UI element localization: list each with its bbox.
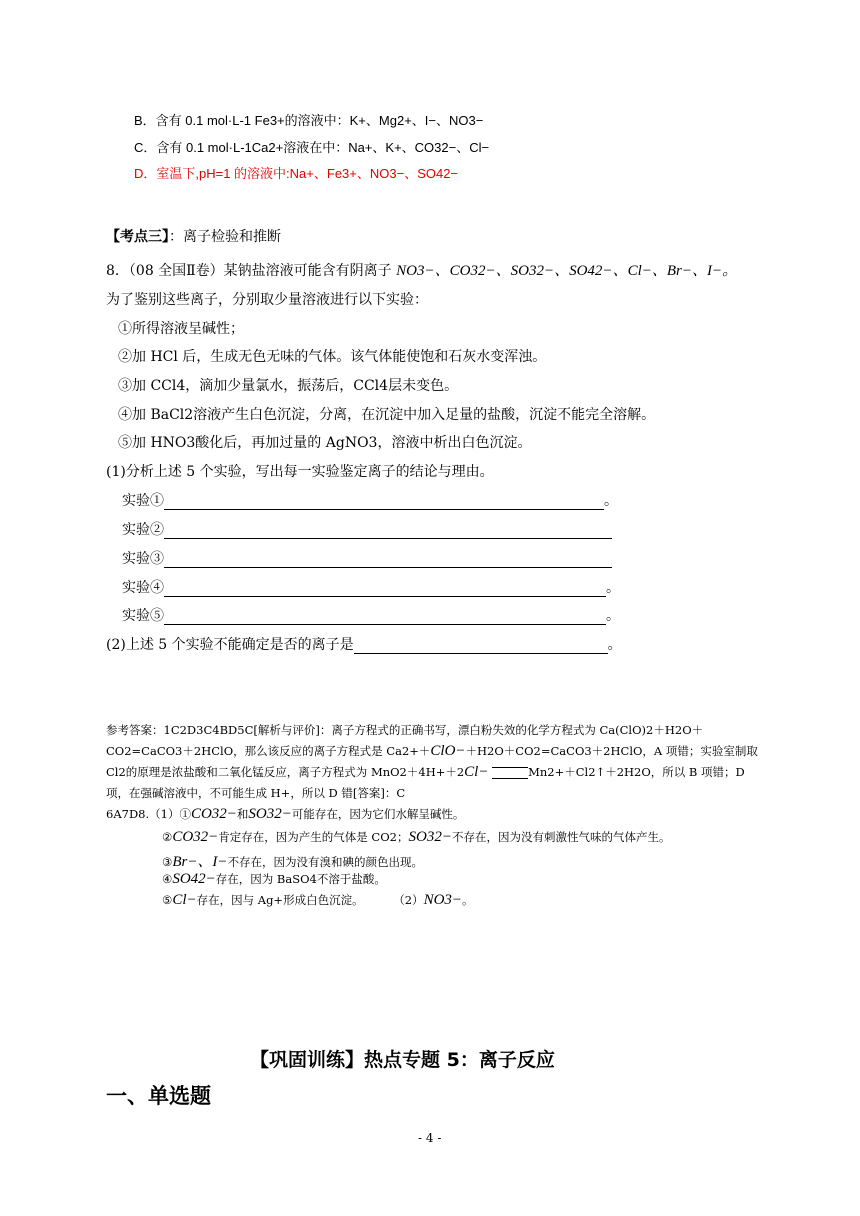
answer-row-3 <box>122 548 612 568</box>
answer-row-4 <box>122 577 620 597</box>
reference-line-3 <box>106 764 745 781</box>
a4-ion: SO42− <box>172 871 216 887</box>
experiment-4: ④加 BaCl2溶液产生白色沉淀，分离，在沉淀中加入足量的盐酸，沉淀不能完全溶解。 <box>118 407 656 423</box>
answer-blank-4[interactable] <box>164 582 606 597</box>
ref-l2c: ＋H2O＋CO2=CaCO3＋2HClO，A 项错；实验室制取 <box>465 744 758 758</box>
a3-prefix: ③ <box>162 855 173 869</box>
a2-ion-so3: SO32− <box>408 829 452 845</box>
a3-ion: Br−、I− <box>172 854 228 870</box>
a2-ion-co3: CO32− <box>172 829 219 845</box>
experiment-5: ⑤加 HNO3酸化后，再加过量的 AgNO3，溶液中析出白色沉淀。 <box>118 435 532 451</box>
ref-l2a: CO2=CaCO3＋2HClO，那么该反应的离子方程式是 Ca2+＋ <box>106 744 431 758</box>
answer-8-4 <box>162 871 386 888</box>
a5-ion-no3: NO3− <box>423 892 463 908</box>
option-d: D．室温下,pH=1 的溶液中:Na+、Fe3+、NO3−、SO42− <box>134 166 459 181</box>
a5-end: 。 <box>462 893 474 907</box>
ref-ion-cl: Cl− <box>464 764 489 780</box>
answer-row-5 <box>122 605 620 625</box>
anion-br: Br− <box>666 263 693 279</box>
a1-ion-so3: SO32− <box>248 806 292 822</box>
answer-8-5 <box>162 892 474 909</box>
question-intro-text: 8．（08 全国Ⅱ卷）某钠盐溶液可能含有阴离子 <box>106 263 392 279</box>
part2-blank[interactable] <box>354 639 608 654</box>
a5-ion: Cl− <box>172 892 197 908</box>
reference-line-2 <box>106 743 758 760</box>
a4-text: 存在，因为 BaSO4不溶于盐酸。 <box>215 872 386 886</box>
anion-no3: NO3− <box>396 263 435 279</box>
answer-label-3: 实验③ <box>122 551 164 567</box>
a1-ion-co3: CO32− <box>190 806 237 822</box>
anion-so3: SO32− <box>510 263 555 279</box>
a5-text: 存在，因与 Ag+形成白色沉淀。 <box>196 893 364 907</box>
a3-text: 不存在，因为没有溴和碘的颜色出现。 <box>227 855 424 869</box>
ref-ion-clo: ClO− <box>430 743 466 759</box>
section-title: ：离子检验和推断 <box>169 229 281 245</box>
a1-prefix: 6A7D8.（1）① <box>106 807 191 821</box>
section-title-heading: 【巩固训练】热点专题 5：离子反应 <box>250 1049 555 1071</box>
a2-text: 肯定存在，因为产生的气体是 CO2； <box>218 830 409 844</box>
answer-8-2 <box>162 829 670 846</box>
a5-part2: （2） <box>393 893 424 907</box>
answer-label-4: 实验④ <box>122 580 164 596</box>
reference-line-1: 参考答案：1C2D3C4BD5C[解析与评价]：离子方程式的正确书写，漂白粉失效的化学方程式为 Ca(ClO)2＋H2O＋ <box>106 723 704 737</box>
anion-list: NO3−、CO32−、SO32−、SO42−、Cl−、Br−、I−。 <box>396 263 738 279</box>
a1-and: 和 <box>236 807 249 821</box>
answer-label-2: 实验② <box>122 522 164 538</box>
answer-8-1 <box>106 806 464 823</box>
answer-8-3 <box>162 850 423 871</box>
option-b: B．含有 0.1 mol·L-1 Fe3+的溶液中：K+、Mg2+、I−、NO3− <box>134 113 484 128</box>
section-bracket: 【考点三】 <box>106 229 169 245</box>
a4-prefix: ④ <box>162 872 173 886</box>
a1-text: 可能存在，因为它们水解呈碱性。 <box>291 807 465 821</box>
section-heading <box>106 226 281 246</box>
a2-prefix: ② <box>162 830 173 844</box>
experiment-3: ③加 CCl4，滴加少量氯水，振荡后，CCl4层未变色。 <box>118 378 459 394</box>
answer-blank-2[interactable] <box>164 524 612 539</box>
reference-line-4: 项，在强碱溶液中，不可能生成 H+，所以 D 错[答案]：C <box>106 786 406 800</box>
answer-label-1: 实验① <box>122 493 164 509</box>
period: 。 <box>606 580 620 596</box>
experiment-1: ①所得溶液呈碱性； <box>118 321 244 337</box>
period: 。 <box>607 637 622 653</box>
period: 。 <box>606 608 620 624</box>
a5-prefix: ⑤ <box>162 893 173 907</box>
anion-so4: SO42− <box>569 263 613 279</box>
part1-prompt: (1)分析上述 5 个实验，写出每一实验鉴定离子的结论与理由。 <box>106 464 494 480</box>
answer-row-2 <box>122 519 612 539</box>
option-c: C．含有 0.1 mol·L-1Ca2+溶液在中：Na+、K+、CO32−、Cl− <box>134 140 490 155</box>
page-number: - 4 - <box>418 1131 442 1145</box>
ref-l3a: Cl2的原理是浓盐酸和二氧化锰反应，离子方程式为 MnO2＋4H+＋2 <box>106 765 465 779</box>
experiment-2: ②加 HCl 后，生成无色无味的气体。该气体能使饱和石灰水变浑浊。 <box>118 349 547 365</box>
anion-co3: CO32− <box>449 263 496 279</box>
subsection-heading: 一、单选题 <box>106 1084 211 1108</box>
ref-l3c: Mn2+＋Cl2↑＋2H2O，所以 B 项错；D <box>528 765 745 779</box>
a2-text2: 不存在，因为没有刺激性气味的气体产生。 <box>451 830 671 844</box>
equilibrium-arrow-icon <box>492 767 528 779</box>
answer-blank-1[interactable] <box>164 495 604 510</box>
answer-label-5: 实验⑤ <box>122 608 164 624</box>
part2-row <box>106 634 622 654</box>
anion-i: I− <box>707 263 723 279</box>
part2-prompt: (2)上述 5 个实验不能确定是否的离子是 <box>106 637 354 653</box>
answer-blank-5[interactable] <box>164 610 606 625</box>
question-intro-line2: 为了鉴别这些离子，分别取少量溶液进行以下实验： <box>106 292 428 308</box>
anion-cl: Cl− <box>627 263 652 279</box>
answer-row-1 <box>122 490 618 510</box>
question-intro <box>106 259 737 280</box>
answer-blank-3[interactable] <box>164 553 612 568</box>
period: 。 <box>604 493 618 509</box>
